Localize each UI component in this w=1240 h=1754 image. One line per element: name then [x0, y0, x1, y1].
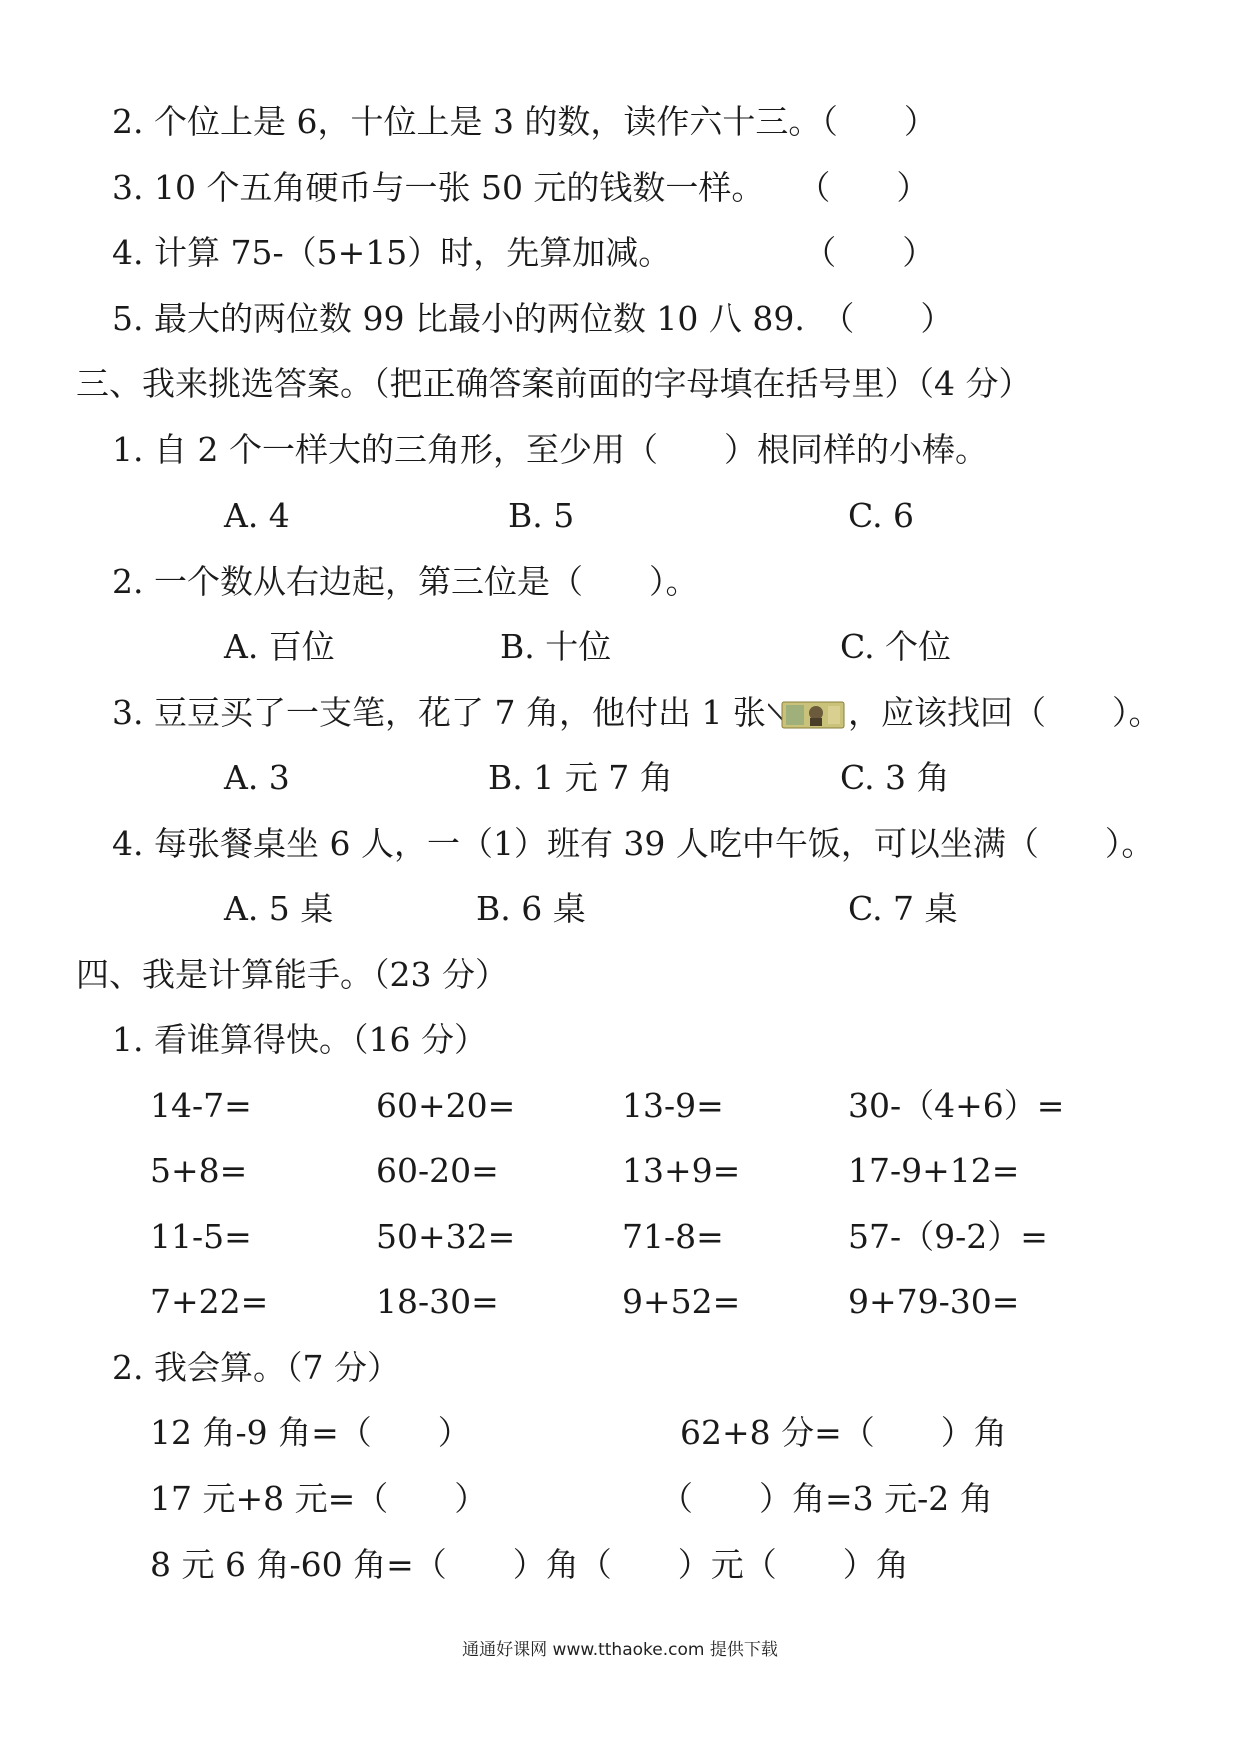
- choice-1-b: B. 5: [508, 496, 575, 535]
- money-calc-r1-c1: 12 角-9 角=（ ）: [150, 1413, 471, 1452]
- money-calc-r1-c2: 62+8 分=（ ）角: [680, 1413, 1007, 1452]
- choice-2-b: B. 十位: [500, 627, 612, 666]
- judge-item-4: 4. 计算 75-（5+15）时，先算加减。 （ ）: [112, 233, 936, 272]
- choice-question-1: 1. 自 2 个一样大的三角形，至少用（ ）根同样的小棒。: [112, 430, 988, 469]
- calc-part1-title: 1. 看谁算得快。（16 分）: [112, 1020, 487, 1059]
- money-calc-r2-c2: （ ）角=3 元-2 角: [660, 1479, 993, 1518]
- judge-item-5: 5. 最大的两位数 99 比最小的两位数 10 八 89. （ ）: [112, 299, 954, 338]
- money-calc-r2-c1: 17 元+8 元=（ ）: [150, 1479, 488, 1518]
- choice-question-3-text-end: ，应该找回（ ）。: [847, 693, 1162, 732]
- choice-question-3-text-start: 3. 豆豆买了一支笔，花了 7 角，他付出 1 张: [112, 693, 766, 732]
- choice-question-2: 2. 一个数从右边起，第三位是（ ）。: [112, 562, 699, 601]
- calc-r3-c1: 11-5=: [150, 1217, 252, 1256]
- choice-1-a: A. 4: [224, 496, 290, 535]
- calc-r4-c3: 9+52=: [622, 1282, 741, 1321]
- calc-part2-title: 2. 我会算。（7 分）: [112, 1348, 400, 1387]
- calc-r4-c2: 18-30=: [376, 1282, 499, 1321]
- calc-r3-c3: 71-8=: [622, 1217, 724, 1256]
- choice-3-c: C. 3 角: [840, 758, 950, 797]
- choice-2-c: C. 个位: [840, 627, 952, 666]
- calc-r3-c2: 50+32=: [376, 1217, 516, 1256]
- choice-3-b: B. 1 元 7 角: [488, 758, 673, 797]
- choice-2-a: A. 百位: [224, 627, 335, 666]
- calc-r2-c4: 17-9+12=: [848, 1151, 1020, 1190]
- calc-r4-c4: 9+79-30=: [848, 1282, 1020, 1321]
- calc-r1-c4: 30-（4+6）=: [848, 1086, 1065, 1125]
- footer-source: 通通好课网 www.tthaoke.com 提供下载: [462, 1640, 778, 1660]
- calc-r1-c1: 14-7=: [150, 1086, 252, 1125]
- money-calc-r3-c1: 8 元 6 角-60 角=（ ）角（ ）元（ ）角: [150, 1545, 909, 1584]
- judge-item-2: 2. 个位上是 6，十位上是 3 的数，读作六十三。（ ）: [112, 102, 937, 141]
- calc-r4-c1: 7+22=: [150, 1282, 269, 1321]
- choice-4-c: C. 7 桌: [848, 889, 958, 928]
- choice-1-c: C. 6: [848, 496, 915, 535]
- calc-r2-c2: 60-20=: [376, 1151, 499, 1190]
- banknote-image: [768, 698, 846, 732]
- section4-heading: 四、我是计算能手。（23 分）: [76, 955, 508, 994]
- calc-r1-c2: 60+20=: [376, 1086, 516, 1125]
- judge-item-3: 3. 10 个五角硬币与一张 50 元的钱数一样。 （ ）: [112, 168, 930, 207]
- calc-r3-c4: 57-（9-2）=: [848, 1217, 1048, 1256]
- section3-heading: 三、我来挑选答案。（把正确答案前面的字母填在括号里）（4 分）: [76, 364, 1032, 403]
- calc-r1-c3: 13-9=: [622, 1086, 724, 1125]
- calc-r2-c3: 13+9=: [622, 1151, 741, 1190]
- choice-4-b: B. 6 桌: [476, 889, 586, 928]
- choice-question-4: 4. 每张餐桌坐 6 人，一（1）班有 39 人吃中午饭，可以坐满（ ）。: [112, 824, 1155, 863]
- choice-question-3: [112, 693, 1161, 733]
- choice-3-a: A. 3: [224, 758, 290, 797]
- calc-r2-c1: 5+8=: [150, 1151, 248, 1190]
- choice-4-a: A. 5 桌: [224, 889, 334, 928]
